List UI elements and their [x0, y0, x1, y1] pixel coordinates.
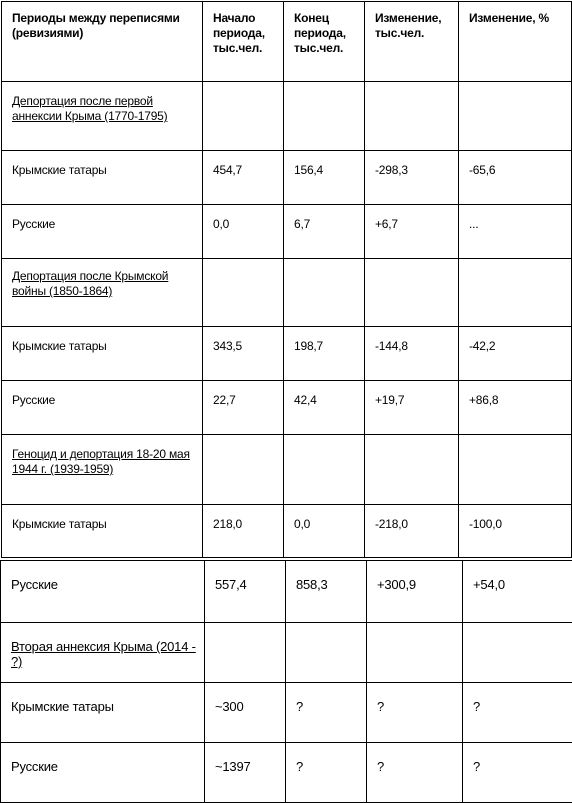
- table-cell: 42,4: [284, 381, 365, 435]
- table-row: [2, 381, 572, 435]
- section-row: [2, 259, 572, 327]
- population-table-continuation: [0, 560, 572, 803]
- table-cell: +19,7: [365, 381, 459, 435]
- table-cell: [365, 435, 459, 505]
- table-row: [1, 743, 572, 803]
- table-cell: [203, 435, 284, 505]
- table-cell: [203, 259, 284, 327]
- header-cell: [459, 2, 572, 82]
- header-cell: [365, 2, 459, 82]
- table-cell: [367, 623, 463, 683]
- table-cell: [459, 259, 572, 327]
- table-cell: [203, 82, 284, 151]
- table-cell: [463, 623, 572, 683]
- table-row: [2, 505, 572, 558]
- header-change-percent: Изменение, %: [459, 2, 571, 26]
- table-cell: Крымские татары: [2, 505, 203, 558]
- table-cell: 858,3: [286, 561, 367, 623]
- section-row: [1, 623, 572, 683]
- section-title: Депортация после первой аннексии Крыма (1770-1795): [2, 82, 202, 124]
- table-cell: +6,7: [365, 205, 459, 259]
- table-cell: ?: [463, 683, 572, 743]
- header-cell: [203, 2, 284, 82]
- table-cell: ~1397: [205, 743, 286, 803]
- table-cell: 557,4: [205, 561, 286, 623]
- table-cell: ?: [286, 743, 367, 803]
- header-cell: [284, 2, 365, 82]
- table-cell: [365, 82, 459, 151]
- table-cell: ?: [463, 743, 572, 803]
- table-cell: -144,8: [365, 327, 459, 381]
- table-cell: Русские: [1, 743, 205, 803]
- table-cell: [2, 82, 203, 151]
- table-cell: +300,9: [367, 561, 463, 623]
- table-cell: -298,3: [365, 151, 459, 205]
- table-cell: -42,2: [459, 327, 572, 381]
- table-cell: 0,0: [203, 205, 284, 259]
- table-row: [2, 327, 572, 381]
- table-cell: -100,0: [459, 505, 572, 558]
- table-cell: ?: [286, 683, 367, 743]
- header-cell: [2, 2, 203, 82]
- table-cell: [284, 82, 365, 151]
- table-cell: +54,0: [463, 561, 572, 623]
- table-cell: ~300: [205, 683, 286, 743]
- table-cell: Крымские татары: [2, 151, 203, 205]
- header-start: Начало периода, тыс.чел.: [203, 2, 283, 56]
- section-row: [2, 435, 572, 505]
- table-cell: 156,4: [284, 151, 365, 205]
- table-header-row: [2, 2, 572, 82]
- header-end: Конец периода, тыс.чел.: [284, 2, 364, 56]
- table-cell: [2, 259, 203, 327]
- header-periods: Периоды между переписями (ревизиями): [2, 2, 202, 41]
- table-cell: -218,0: [365, 505, 459, 558]
- table-cell: [286, 623, 367, 683]
- table-cell: Крымские татары: [1, 683, 205, 743]
- table-cell: -65,6: [459, 151, 572, 205]
- table-cell: Русские: [2, 381, 203, 435]
- table-cell: 198,7: [284, 327, 365, 381]
- table-row: [1, 561, 572, 623]
- table-cell: [205, 623, 286, 683]
- header-change: Изменение, тыс.чел.: [365, 2, 458, 41]
- table-cell: ...: [459, 205, 572, 259]
- table-row: [1, 683, 572, 743]
- table-cell: Русские: [2, 205, 203, 259]
- table-cell: 218,0: [203, 505, 284, 558]
- table-cell: [1, 623, 205, 683]
- section-title: Геноцид и депортация 18-20 мая 1944 г. (1939-1959): [2, 435, 202, 477]
- table-cell: [284, 435, 365, 505]
- table-cell: Крымские татары: [2, 327, 203, 381]
- table-row: [2, 205, 572, 259]
- table-cell: ?: [367, 743, 463, 803]
- table-cell: 6,7: [284, 205, 365, 259]
- table-cell: 0,0: [284, 505, 365, 558]
- table-cell: +86,8: [459, 381, 572, 435]
- section-title: Депортация после Крымской войны (1850-1864): [2, 259, 202, 299]
- table-cell: Русские: [1, 561, 205, 623]
- table-cell: [365, 259, 459, 327]
- table-cell: [284, 259, 365, 327]
- table-cell: 454,7: [203, 151, 284, 205]
- table-cell: 343,5: [203, 327, 284, 381]
- table-cell: 22,7: [203, 381, 284, 435]
- table-cell: ?: [367, 683, 463, 743]
- table-cell: [459, 82, 572, 151]
- population-table: [1, 1, 572, 558]
- section-title: Вторая аннексия Крыма (2014 - ?): [1, 623, 204, 669]
- section-row: [2, 82, 572, 151]
- table-cell: [2, 435, 203, 505]
- table-row: [2, 151, 572, 205]
- table-cell: [459, 435, 572, 505]
